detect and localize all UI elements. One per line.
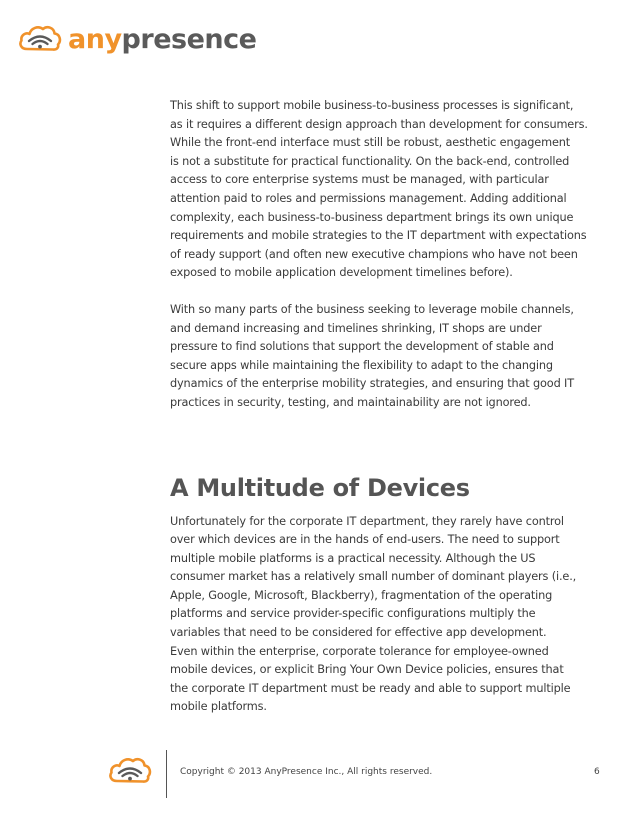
footer-divider bbox=[166, 750, 167, 798]
brand-wordmark bbox=[68, 23, 257, 55]
section-heading: A Multitude of Devices bbox=[170, 473, 470, 502]
footer-logo bbox=[108, 754, 152, 792]
page-number: 6 bbox=[594, 767, 600, 777]
brand-presence: presence bbox=[121, 23, 257, 55]
page-content bbox=[170, 97, 610, 717]
footer-copyright: Copyright © 2013 AnyPresence Inc., All rights reserved. bbox=[180, 767, 433, 777]
section-paragraph: Unfortunately for the corporate IT department, they rarely have control over which devices are in the hands of end-users. The need to support multiple mobile platforms is a practical necessity. Although the US consumer market has a relatively small number of dominant players (i.e., Apple, Google, Microsoft, Blackberry), fragmentation of the operating platforms and service provider-specific configurations multiply the variables that need to be considered for effective app development. Even within the enterprise, corporate tolerance for employee-owned mobile devices, or explicit Bring Your Own Device policies, ensures that the corporate IT department must be ready and able to support multiple mobile platforms. bbox=[170, 514, 577, 714]
body-paragraph-1: This shift to support mobile business-to-business processes is significant, as it requires a different design approach than development for consumers. While the front-end interface must still be robust, aesthetic engagement is not a substitute for practical functionality. On the back-end, controlled access to core enterprise systems must be managed, with particular attention paid to roles and permissions management. Adding additional complexity, each business-to-business department brings its own unique requirements and mobile strategies to the IT department with expectations of ready support (and often new executive champions who have not been exposed to mobile application development timelines before). bbox=[170, 99, 588, 280]
brand-any: any bbox=[68, 23, 122, 55]
body-paragraph-2: With so many parts of the business seeking to leverage mobile channels, and demand increasing and timelines shrinking, IT shops are under pressure to find solutions that support the development of stable and secure apps while maintaining the flexibility to adapt to the changing dynamics of the enterprise mobility strategies, and ensuring that good IT practices in security, testing, and maintainability are not ignored. bbox=[170, 302, 574, 409]
brand-logo bbox=[18, 22, 256, 56]
cloud-wifi-icon bbox=[108, 754, 152, 788]
cloud-wifi-icon bbox=[18, 22, 62, 56]
